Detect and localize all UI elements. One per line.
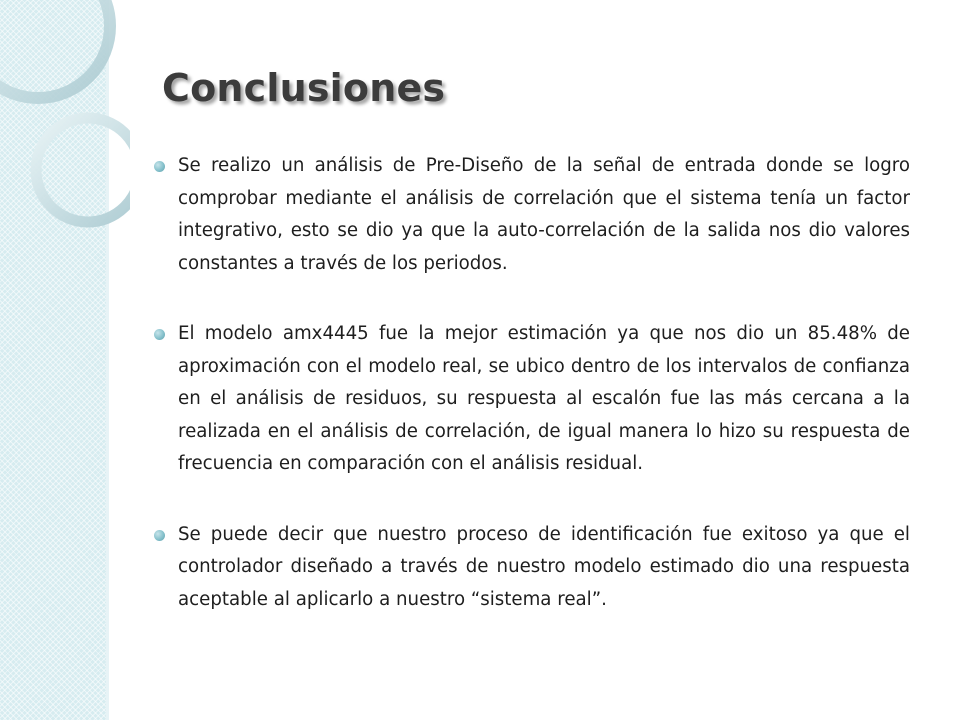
bullet-list: [150, 150, 910, 654]
bullet-dot-icon: [154, 530, 165, 541]
bullet-item: [150, 519, 910, 617]
decorative-ring-top: [0, 0, 110, 98]
slide-title: Conclusiones: [162, 66, 446, 110]
bullet-text: El modelo amx4445 fue la mejor estimación ya que nos dio un 85.48% de aproximación con el modelo real, se ubico dentro de los intervalos de confianza en el análisis de residuos, su respuesta al escalón fue las más cercana a la realizada en el análisis de correlación, de igual manera lo hizo su respuesta de frecuencia en comparación con el análisis residual.: [178, 323, 910, 474]
bullet-item: [150, 150, 910, 280]
decorative-ring-middle: [36, 118, 130, 222]
bullet-item: [150, 318, 910, 481]
bullet-dot-icon: [154, 161, 165, 172]
decorative-rings: [0, 0, 130, 260]
bullet-text: Se puede decir que nuestro proceso de identificación fue exitoso ya que el controlador diseñado a través de nuestro modelo estimado dio una respuesta aceptable al aplicarlo a nuestro “sistema real”.: [178, 523, 910, 610]
bullet-dot-icon: [154, 329, 165, 340]
bullet-text: Se realizo un análisis de Pre-Diseño de la señal de entrada donde se logro comprobar mediante el análisis de correlación que el sistema tenía un factor integrativo, esto se dio ya que la auto-correlación de la salida nos dio valores constantes a través de los periodos.: [178, 155, 910, 274]
